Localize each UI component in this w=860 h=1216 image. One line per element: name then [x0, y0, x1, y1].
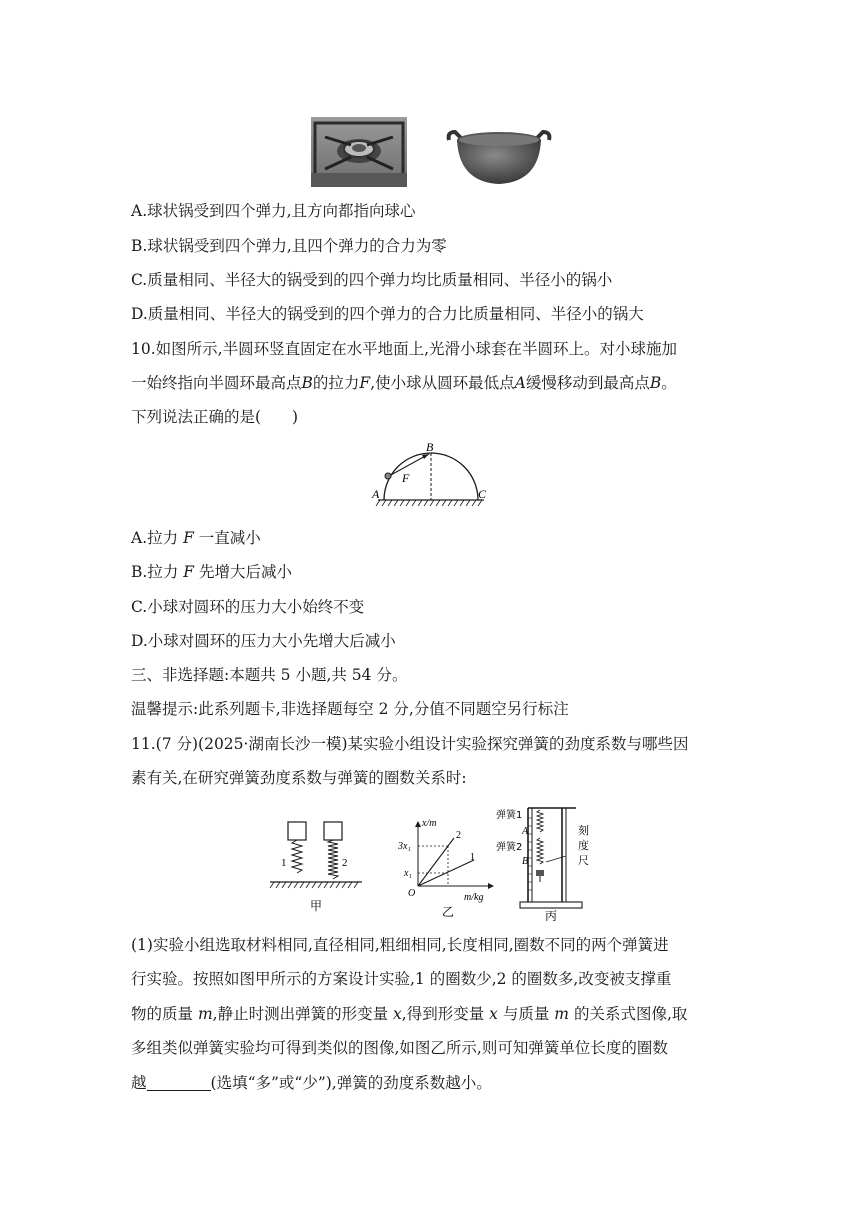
ruler-label-3: 尺 [578, 854, 589, 867]
yi-ytick-top: 3x₁ [398, 841, 411, 852]
q10-option-a: A.拉力 F 一直减小 [131, 529, 261, 547]
q11-stem-line2: 素有关,在研究弹簧劲度系数与弹簧的圈数关系时: [131, 769, 467, 787]
gas-stove-photo [311, 117, 407, 187]
q10-stem-line2: 一始终指向半圆环最高点B的拉力F,使小球从圆环最低点A缓慢移动到最高点B。 [131, 374, 677, 392]
yi-origin: O [408, 888, 416, 899]
semicircle-figure [366, 440, 496, 510]
q11-p1-line4: 多组类似弹簧实验均可得到类似的图像,如图乙所示,则可知弹簧单位长度的圈数 [131, 1039, 668, 1057]
section3-title: 三、非选择题:本题共 5 小题,共 54 分。 [131, 666, 408, 684]
answer-blank[interactable] [147, 1074, 211, 1091]
q10-option-d: D.小球对圆环的压力大小先增大后减小 [131, 632, 396, 650]
bing-spring2-label: 弹簧2 [496, 842, 523, 853]
q11-p1-line2: 行实验。按照如图甲所示的方案设计实验,1 的圈数少,2 的圈数多,改变被支撑重 [131, 970, 672, 988]
force-f-label: F [402, 471, 410, 485]
figure-bing-stand [492, 804, 610, 922]
yi-ylabel: x/m [422, 818, 437, 829]
figure-jia-springs [266, 818, 366, 918]
bing-spring1-label: 弹簧1 [496, 810, 523, 821]
q9-option-b: B.球状锅受到四个弹力,且四个弹力的合力为零 [131, 237, 447, 255]
spring1-label: 1 [281, 857, 287, 869]
spring2-label: 2 [342, 857, 348, 869]
ruler-label-2: 度 [578, 839, 589, 852]
q9-option-d: D.质量相同、半径大的锅受到的四个弹力的合力比质量相同、半径小的锅大 [131, 305, 644, 323]
yi-line1-label: 1 [470, 852, 475, 863]
q11-p1-line3: 物的质量 m,静止时测出弹簧的形变量 x,得到形变量 x 与质量 m 的关系式图像,取 [131, 1005, 688, 1023]
figure-jia-caption: 甲 [310, 899, 323, 913]
yi-line2-label: 2 [456, 830, 461, 841]
point-b-label: B [426, 440, 434, 454]
ruler-label-1: 刻 [578, 824, 589, 837]
point-a-label: A [372, 487, 380, 501]
yi-xlabel: m/kg [464, 892, 484, 903]
wok-photo [445, 124, 553, 186]
section3-tip: 温馨提示:此系列题卡,非选择题每空 2 分,分值不同题空另行标注 [131, 700, 569, 718]
q9-option-a: A.球状锅受到四个弹力,且方向都指向球心 [131, 202, 416, 220]
q10-option-b: B.拉力 F 先增大后减小 [131, 563, 292, 581]
q10-stem-line1: 10.如图所示,半圆环竖直固定在水平地面上,光滑小球套在半圆环上。对小球施加 [131, 340, 678, 358]
yi-ytick-low: x₁ [404, 868, 412, 879]
q10-option-c: C.小球对圆环的压力大小始终不变 [131, 598, 365, 616]
q11-stem-line1: 11.(7 分)(2025·湖南长沙一模)某实验小组设计实验探究弹簧的劲度系数与哪些因 [131, 735, 689, 753]
figure-yi-graph [394, 816, 500, 920]
point-c-label: C [478, 487, 487, 501]
q11-p1-line1: (1)实验小组选取材料相同,直径相同,粗细相同,长度相同,圈数不同的两个弹簧进 [131, 936, 669, 954]
bing-point-a: A [522, 826, 529, 837]
figure-bing-caption: 丙 [545, 909, 558, 922]
bing-point-b: B [522, 856, 529, 867]
q10-stem-line3: 下列说法正确的是( ) [131, 408, 299, 426]
q9-option-c: C.质量相同、半径大的锅受到的四个弹力均比质量相同、半径小的锅小 [131, 271, 613, 289]
figure-yi-caption: 乙 [442, 905, 455, 919]
q11-p1-line5: 越 (选填“多”或“少”),弹簧的劲度系数越小。 [131, 1074, 492, 1092]
